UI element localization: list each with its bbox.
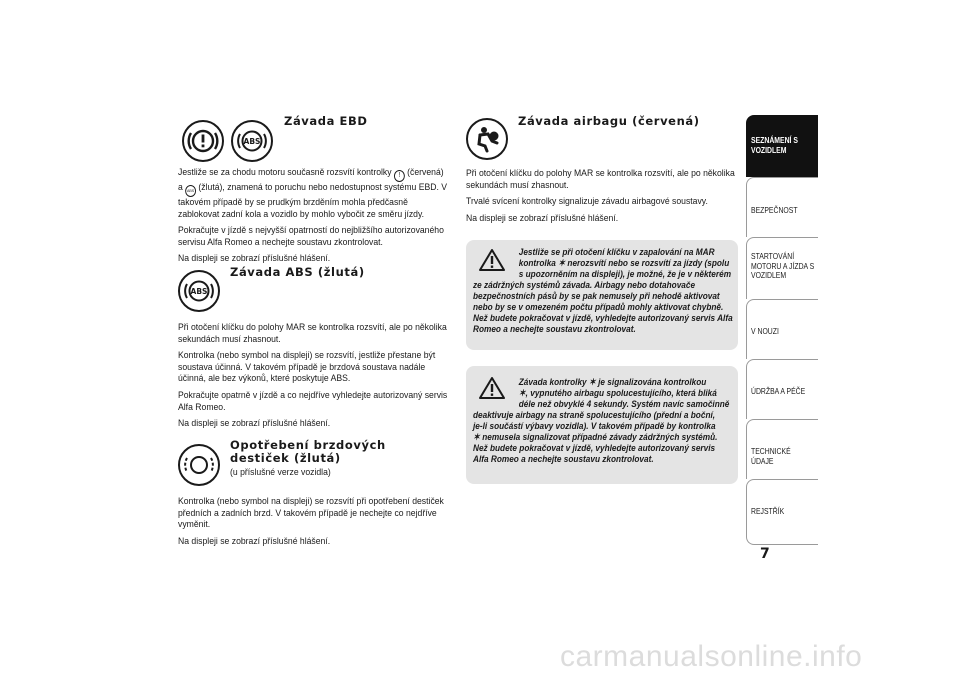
airbag-p2: Trvalé svícení kontrolky signalizuje závadu airbagové soustavy. bbox=[466, 196, 708, 208]
warning1-l2a: kontrolka bbox=[518, 257, 556, 268]
abs-icon: ABS bbox=[185, 185, 196, 197]
warning2-l4: deaktivuje airbagy na straně spolucestujícího (přední a boční, bbox=[473, 409, 716, 420]
ebd-p1-c: a bbox=[178, 182, 183, 193]
warning2-l5: je-li součástí výbavy vozidla). V takovém případě by kontrolka bbox=[473, 420, 716, 431]
tab-technicke-udaje[interactable] bbox=[746, 419, 818, 479]
airbag-icon bbox=[466, 118, 508, 160]
ebd-p1-d: (žlutá), znamená to poruchu nebo nedostupnost systému EBD. V takovém případě by se prudkým brzděním mohla předčasně zablokovat zadní kola a vozidlo by mohlo vybočit ze směru jízdy. bbox=[178, 182, 448, 220]
abs-icon-text: ABS bbox=[190, 287, 208, 296]
tab-bezpecnost[interactable] bbox=[746, 177, 818, 237]
warning2-text bbox=[473, 376, 737, 464]
tab-rejstrik[interactable] bbox=[746, 479, 818, 545]
tab-label: REJSTŘÍK bbox=[751, 506, 785, 516]
exclamation-warning-icon: ! bbox=[394, 170, 405, 182]
ebd-text bbox=[178, 167, 448, 270]
airbag-heading: Závada airbagu (červená) bbox=[518, 114, 700, 128]
warning2-l3: déle než obvyklé 4 sekundy. Systém navíc samočinně bbox=[518, 398, 730, 409]
tab-v-nouzi[interactable] bbox=[746, 299, 818, 359]
tab-startovani[interactable] bbox=[746, 237, 818, 299]
watermark: carmanualsonline.info bbox=[560, 640, 863, 673]
pads-p2: Na displeji se zobrazí příslušné hlášení. bbox=[178, 535, 331, 547]
ebd-heading: Závada EBD bbox=[284, 114, 368, 128]
abs-p3: Pokračujte opatrně v jízdě a co nejdříve vyhledejte autorizovaný servis Alfa Romeo. bbox=[178, 389, 448, 413]
warning2-l1a: Závada kontrolky bbox=[518, 376, 587, 387]
pads-subtitle: (u příslušné verze vozidla) bbox=[230, 467, 331, 478]
tab-label: TECHNICKÉ ÚDAJE bbox=[751, 446, 791, 466]
airbag-warning-box bbox=[466, 240, 738, 350]
abs-icon bbox=[231, 120, 273, 162]
warning1-text bbox=[473, 246, 737, 334]
ebd-p2: Pokračujte v jízdě s nejvyšší opatrností do nejbližšího autorizovaného servisu Alfa Romeo a nechejte soustavu zkontrolovat. bbox=[178, 225, 444, 248]
abs-p4: Na displeji se zobrazí příslušné hlášení. bbox=[178, 418, 331, 430]
airbag-icon: ✶ bbox=[558, 257, 566, 268]
tab-label: ÚDRŽBA A PÉČE bbox=[751, 386, 806, 396]
tab-label: V NOUZI bbox=[751, 326, 779, 336]
brake-pad-wear-icon bbox=[178, 444, 220, 486]
exclamation-warning-icon bbox=[182, 120, 224, 162]
tab-label: STARTOVÁNÍ MOTORU A JÍZDA S VOZIDLEM bbox=[751, 251, 815, 281]
airbag-p1: Při otočení klíčku do polohy MAR se kontrolka rozsvítí, ale po několika sekundách musí zhasnout. bbox=[466, 168, 735, 191]
airbag-icon: ✶ bbox=[588, 376, 596, 387]
pads-heading-line2: destiček (žlutá) bbox=[230, 451, 341, 465]
abs-icon-label: ABS bbox=[243, 137, 261, 146]
warning1-l2b: nerozsvítí nebo se rozsvítí za jízdy (spolu bbox=[567, 257, 730, 268]
abs-p1: Při otočení klíčku do polohy MAR se kontrolka rozsvítí, ale po několika sekundách musí zhasnout. bbox=[178, 322, 447, 345]
abs-icon bbox=[178, 270, 220, 312]
airbag-text bbox=[466, 168, 736, 229]
warning2-l8: Alfa Romeo a nechejte soustavu zkontrolovat. bbox=[473, 453, 654, 464]
airbag-p3: Na displeji se zobrazí příslušné hlášení. bbox=[466, 212, 619, 224]
warning2-l6: nemusela signalizovat případné závady zádržných systémů. bbox=[482, 431, 718, 442]
pads-heading-line1: Opotřebení brzdových bbox=[230, 438, 386, 452]
tab-label: SEZNÁMENÍ S VOZIDLEM bbox=[751, 135, 798, 155]
pads-p1: Kontrolka (nebo symbol na displeji) se rozsvítí při opotřebení destiček předních a zadních brzd. V takovém případě je nechejte co nejdříve vyměnit. bbox=[178, 496, 444, 531]
pads-text bbox=[178, 496, 448, 552]
warning2-l2: , vypnutého airbagu spolucestujícího, která bliká bbox=[525, 387, 717, 398]
warning1-rest: ze zádržných systémů závada. Airbagy nebo dotahovače bezpečnostních pásů by se pak nemusely při nehodě aktivovat nebo by se v omezeném počtu případů mohly aktivovat chybně. Než budete pokračovat v jízdě, vyhledejte autorizovaný servis Alfa Romeo a nechejte soustavu zkontrolovat. bbox=[473, 279, 733, 334]
tab-seznameni-s-vozidlem[interactable] bbox=[746, 115, 818, 177]
tab-udrzba-a-pece[interactable] bbox=[746, 359, 818, 419]
passenger-airbag-off-icon: ✶ bbox=[518, 387, 526, 398]
pads-heading bbox=[230, 439, 386, 465]
warning1-l1: Jestliže se při otočení klíčku v zapalování na MAR bbox=[518, 246, 715, 257]
ebd-p3: Na displeji se zobrazí příslušné hlášení. bbox=[178, 253, 331, 265]
warning1-l3: s upozorněním na displeji), je možné, že je v některém bbox=[518, 268, 732, 279]
abs-text bbox=[178, 322, 448, 435]
warning2-l1b: je signalizována kontrolkou bbox=[598, 376, 707, 387]
abs-heading: Závada ABS (žlutá) bbox=[230, 265, 365, 279]
ebd-p1-a: Jestliže se za chodu motoru současně rozsvítí kontrolky bbox=[178, 167, 392, 178]
warning2-l7: Než budete pokračovat v jízdě, vyhledejte autorizovaný servis bbox=[473, 442, 716, 453]
airbag-lamp-warning-box bbox=[466, 366, 738, 484]
abs-p2: Kontrolka (nebo symbol na displeji) se rozsvítí, jestliže přestane být soustava účinná. V takovém případě je brzdová soustava nadále účinná, ale bez výkonů, které poskytuje ABS. bbox=[178, 350, 436, 385]
ebd-p1-b: (červená) bbox=[407, 167, 444, 178]
page-number: 7 bbox=[760, 546, 770, 562]
tab-label: BEZPEČNOST bbox=[751, 205, 798, 215]
airbag-icon: ✶ bbox=[473, 431, 480, 442]
